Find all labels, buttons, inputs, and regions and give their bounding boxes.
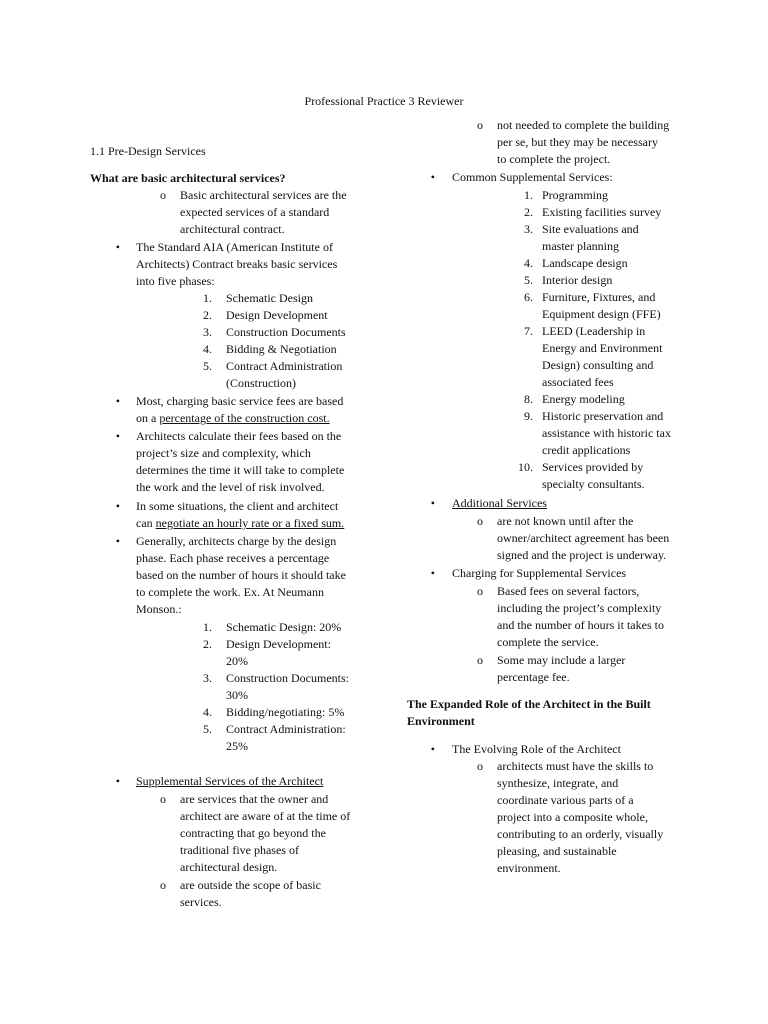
list-item: [112, 428, 392, 496]
bullet-marker: •: [115, 499, 120, 513]
number-marker: 5.: [524, 273, 533, 287]
text-line: assistance with historic tax: [542, 426, 671, 440]
text-line: Design Development:: [226, 637, 331, 651]
number-marker: 2.: [524, 205, 533, 219]
list-item: [190, 619, 390, 636]
list-item: [156, 791, 396, 876]
circle-marker: o: [477, 759, 483, 773]
text-line: Bidding/negotiating: 5%: [226, 705, 345, 719]
text-line: Energy and Environment: [542, 341, 663, 355]
text-line: are outside the scope of basic: [180, 878, 321, 892]
question-heading: What are basic architectural services?: [90, 171, 286, 185]
text-line: 20%: [226, 654, 248, 668]
list-item: [112, 533, 392, 618]
text-line: Common Supplemental Services:: [452, 170, 613, 184]
number-marker: 10.: [518, 460, 533, 474]
expanded-role-heading: [407, 696, 687, 730]
list-item: [473, 652, 693, 686]
text-line: signed and the project is underway.: [497, 548, 667, 562]
text-line: credit applications: [542, 443, 631, 457]
text-line: expected services of a standard: [180, 205, 330, 219]
circle-marker: o: [477, 118, 483, 132]
list-item: [190, 636, 390, 670]
text-line: contracting that go beyond the: [180, 826, 326, 840]
list-item: [112, 773, 392, 790]
bullet-marker: •: [430, 566, 435, 580]
text-line: synthesize, integrate, and: [497, 776, 619, 790]
number-marker: 5.: [203, 722, 212, 736]
text-line: Charging for Supplemental Services: [452, 566, 627, 580]
list-item: [190, 307, 390, 324]
text-line: Schematic Design: [226, 291, 313, 305]
list-item: [503, 187, 693, 204]
list-item: [190, 704, 390, 721]
text-line: architectural design.: [180, 860, 278, 874]
text-line: per se, but they may be necessary: [497, 135, 658, 149]
text-line: Supplemental Services of the Architect: [136, 774, 324, 788]
text-line: architects must have the skills to: [497, 759, 654, 773]
bullet-marker: •: [430, 170, 435, 184]
text-line: associated fees: [542, 375, 614, 389]
text-span: percentage of the construction cost.: [159, 411, 330, 425]
number-marker: 4.: [203, 705, 212, 719]
list-item: [503, 255, 693, 272]
list-item: [473, 117, 693, 168]
text-line: complete the service.: [497, 635, 599, 649]
list-item: [503, 323, 693, 391]
text-line: not needed to complete the building: [497, 118, 670, 132]
text-line: owner/architect agreement has been: [497, 531, 670, 545]
number-marker: 2.: [203, 308, 212, 322]
number-marker: 6.: [524, 290, 533, 304]
text-line: to complete the project.: [497, 152, 611, 166]
text-line: specialty consultants.: [542, 477, 645, 491]
text-line: LEED (Leadership in: [542, 324, 646, 338]
text-line: master planning: [542, 239, 619, 253]
list-item: [112, 393, 392, 427]
list-item: [190, 670, 390, 704]
text-line: Architects calculate their fees based on the: [136, 429, 342, 443]
list-item: [473, 583, 693, 651]
number-marker: 3.: [203, 671, 212, 685]
text-line: Design Development: [226, 308, 328, 322]
text-line: pleasing, and sustainable: [497, 844, 617, 858]
text-line: Services provided by: [542, 460, 644, 474]
circle-marker: o: [477, 514, 483, 528]
list-item: [190, 324, 390, 341]
text-span: on a: [136, 411, 160, 425]
text-line: to complete the work. Ex. At Neumann: [136, 585, 324, 599]
text-line: including the project’s complexity: [497, 601, 662, 615]
number-marker: 8.: [524, 392, 533, 406]
list-item: [427, 565, 687, 582]
text-line: The Evolving Role of the Architect: [452, 742, 621, 756]
number-marker: 2.: [203, 637, 212, 651]
text-line: 25%: [226, 739, 248, 753]
text-line: Basic architectural services are the: [180, 188, 347, 202]
text-line: based on the number of hours it should take: [136, 568, 346, 582]
bullet-marker: •: [115, 429, 120, 443]
common-services-list: [503, 187, 693, 493]
list-item: [190, 721, 390, 755]
text-line: Contract Administration: [226, 359, 343, 373]
text-line: into five phases:: [136, 274, 215, 288]
text-line: Equipment design (FFE): [542, 307, 661, 321]
list-item: [190, 341, 390, 358]
page-title: Professional Practice 3 Reviewer: [304, 94, 464, 108]
number-marker: 1.: [203, 291, 212, 305]
circle-marker: o: [160, 792, 166, 806]
number-marker: 4.: [524, 256, 533, 270]
text-line: Architects) Contract breaks basic services: [136, 257, 338, 271]
text-line: Schematic Design: 20%: [226, 620, 342, 634]
list-item: [503, 221, 693, 255]
text-line: Interior design: [542, 273, 613, 287]
list-item: [503, 459, 693, 493]
list-item: [503, 408, 693, 459]
text-line: Generally, architects charge by the design: [136, 534, 337, 548]
text-line: Site evaluations and: [542, 222, 639, 236]
number-marker: 7.: [524, 324, 533, 338]
text-line: the work and the level of risk involved.: [136, 480, 325, 494]
text-line: The Expanded Role of the Architect in the Built: [407, 697, 651, 711]
text-line: Some may include a larger: [497, 653, 626, 667]
list-item: [427, 169, 687, 186]
text-line: architectural contract.: [180, 222, 285, 236]
text-line: Landscape design: [542, 256, 628, 270]
text-line: [136, 410, 392, 427]
text-line: percentage fee.: [497, 670, 570, 684]
circle-marker: o: [160, 188, 166, 202]
number-marker: 3.: [524, 222, 533, 236]
text-line: Existing facilities survey: [542, 205, 662, 219]
text-line: Furniture, Fixtures, and: [542, 290, 656, 304]
text-line: Based fees on several factors,: [497, 584, 640, 598]
bullet-marker: •: [115, 534, 120, 548]
text-line: The Standard AIA (American Institute of: [136, 240, 333, 254]
text-line: Monson.:: [136, 602, 182, 616]
bullet-marker: •: [430, 742, 435, 756]
text-line: are services that the owner and: [180, 792, 329, 806]
text-line: architect are aware of at the time of: [180, 809, 351, 823]
text-line: are not known until after the: [497, 514, 634, 528]
text-line: coordinate various parts of a: [497, 793, 634, 807]
circle-marker: o: [477, 584, 483, 598]
list-item: [156, 187, 396, 238]
list-item: [503, 391, 693, 408]
list-item: [190, 358, 390, 392]
section-heading: 1.1 Pre-Design Services: [90, 144, 206, 158]
number-marker: 1.: [203, 620, 212, 634]
list-item: [190, 290, 390, 307]
text-line: project’s size and complexity, which: [136, 446, 311, 460]
circle-marker: o: [477, 653, 483, 667]
text-line: Historic preservation and: [542, 409, 664, 423]
list-item: [473, 758, 693, 877]
phases-list: [190, 290, 390, 392]
text-line: Most, charging basic service fees are based: [136, 394, 344, 408]
list-item: [427, 741, 687, 758]
text-line: Construction Documents: [226, 325, 346, 339]
text-line: [136, 515, 392, 532]
percentage-list: [190, 619, 390, 755]
text-line: Energy modeling: [542, 392, 625, 406]
text-line: contributing to an orderly, visually: [497, 827, 664, 841]
bullet-marker: •: [115, 240, 120, 254]
bullet-marker: •: [115, 394, 120, 408]
list-item: [473, 513, 693, 564]
text-line: services.: [180, 895, 222, 909]
number-marker: 5.: [203, 359, 212, 373]
number-marker: 1.: [524, 188, 533, 202]
number-marker: 3.: [203, 325, 212, 339]
text-line: Programming: [542, 188, 608, 202]
list-item: [112, 498, 392, 532]
list-item: [112, 239, 392, 290]
number-marker: 4.: [203, 342, 212, 356]
text-line: phase. Each phase receives a percentage: [136, 551, 330, 565]
list-item: [503, 289, 693, 323]
list-item: [503, 272, 693, 289]
text-line: and the number of hours it takes to: [497, 618, 664, 632]
text-line: environment.: [497, 861, 561, 875]
text-span: can: [136, 516, 156, 530]
text-span: negotiate an hourly rate or a fixed sum.: [155, 516, 345, 530]
text-line: traditional five phases of: [180, 843, 299, 857]
text-line: 30%: [226, 688, 248, 702]
list-item: [156, 877, 396, 911]
bullet-marker: •: [430, 496, 435, 510]
text-line: Bidding & Negotiation: [226, 342, 337, 356]
list-item: [503, 204, 693, 221]
text-line: project into a composite whole,: [497, 810, 648, 824]
text-line: Construction Documents:: [226, 671, 349, 685]
text-line: Additional Services: [452, 496, 547, 510]
number-marker: 9.: [524, 409, 533, 423]
text-line: (Construction): [226, 376, 296, 390]
text-line: Environment: [407, 714, 475, 728]
circle-marker: o: [160, 878, 166, 892]
list-item: [427, 495, 687, 512]
text-line: In some situations, the client and architect: [136, 499, 339, 513]
text-line: Contract Administration:: [226, 722, 346, 736]
text-line: Design) consulting and: [542, 358, 654, 372]
bullet-marker: •: [115, 774, 120, 788]
text-line: determines the time it will take to complete: [136, 463, 345, 477]
